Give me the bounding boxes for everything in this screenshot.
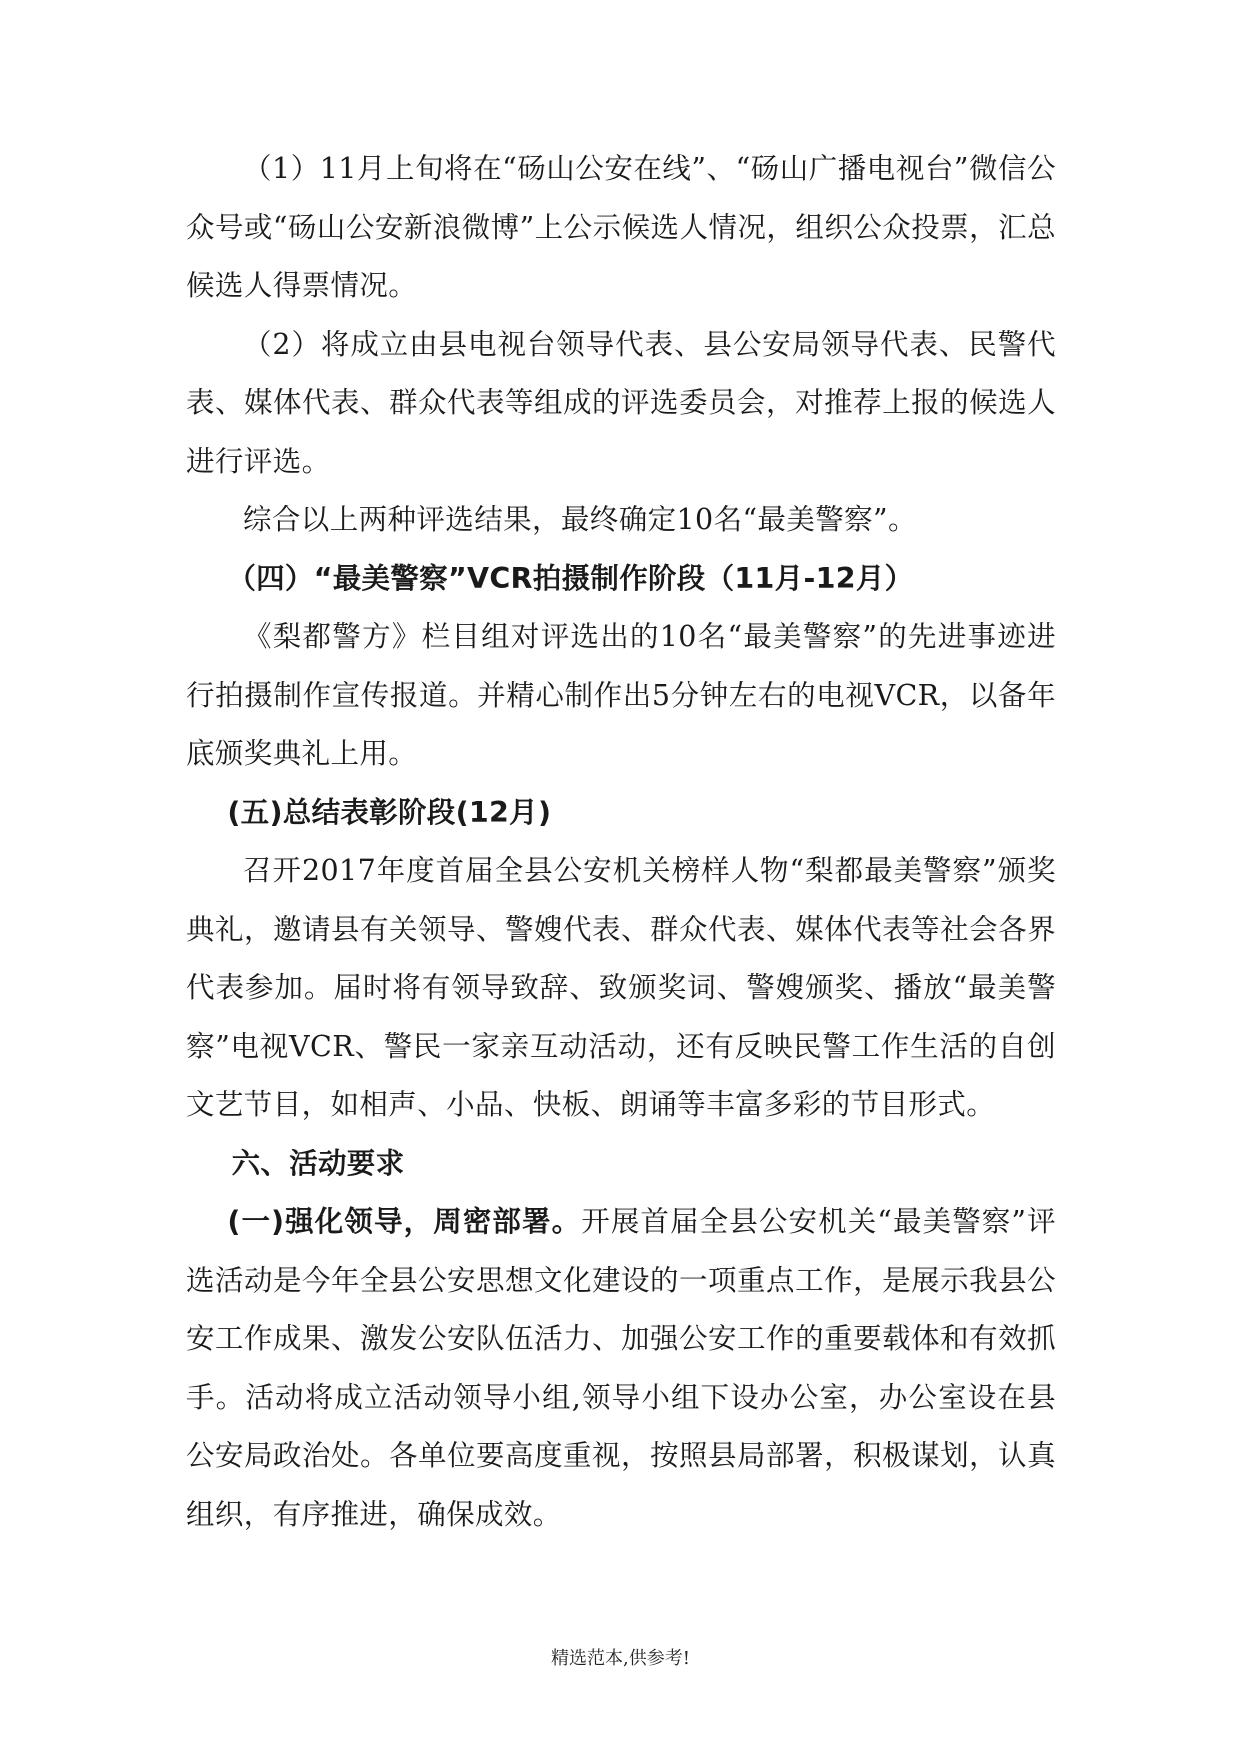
document-body <box>186 140 1056 1544</box>
section-title-requirements: 六、活动要求 <box>231 1146 405 1180</box>
paragraph-leadership <box>186 1193 1056 1544</box>
paragraph-public-voting: （1）11月上旬将在“砀山公安在线”、“砀山广播电视台”微信公众号或“砀山公安新浪微博”上公示候选人情况，组织公众投票，汇总候选人得票情况。 <box>186 152 1056 302</box>
paragraph-leadership-lead: (一)强化领导，周密部署。 <box>227 1205 582 1238</box>
page-footer: 精选范本,供参考! <box>551 1648 690 1669</box>
paragraph-award-ceremony: 召开2017年度首届全县公安机关榜样人物“梨都最美警察”颁奖典礼，邀请县有关领导、警嫂代表、群众代表、媒体代表等社会各界代表参加。届时将有领导致辞、致颁奖词、警嫂颁奖、播放“最美警察”电视VCR、警民一家亲互动活动，还有反映民警工作生活的自创文艺节目，如相声、小品、快板、朗诵等丰富多彩的节目形式。 <box>186 854 1056 1121</box>
paragraph-final-result: 综合以上两种评选结果，最终确定10名“最美警察”。 <box>243 503 917 536</box>
paragraph-selection-committee: （2）将成立由县电视台领导代表、县公安局领导代表、民警代表、媒体代表、群众代表等组成的评选委员会，对推荐上报的候选人进行评选。 <box>186 327 1056 478</box>
paragraph-leadership-text: 开展首届全县公安机关“最美警察”评选活动是今年全县公安思想文化建设的一项重点工作，是展示我县公安工作成果、激发公安队伍活力、加强公安工作的重要载体和有效抓手。活动将成立活动领导小组,领导小组下设办公室，办公室设在县公安局政治处。各单位要高度重视，按照县局部署，积极谋划，认真组织，有序推进，确保成效。 <box>186 1205 1056 1531</box>
heading-summary-stage: (五)总结表彰阶段(12月) <box>227 795 552 829</box>
paragraph-vcr-production: 《梨都警方》栏目组对评选出的10名“最美警察”的先进事迹进行拍摄制作宣传报道。并精心制作出5分钟左右的电视VCR，以备年底颁奖典礼上用。 <box>186 620 1056 770</box>
heading-vcr-stage: （四）“最美警察”VCR拍摄制作阶段（11月-12月） <box>227 561 914 595</box>
